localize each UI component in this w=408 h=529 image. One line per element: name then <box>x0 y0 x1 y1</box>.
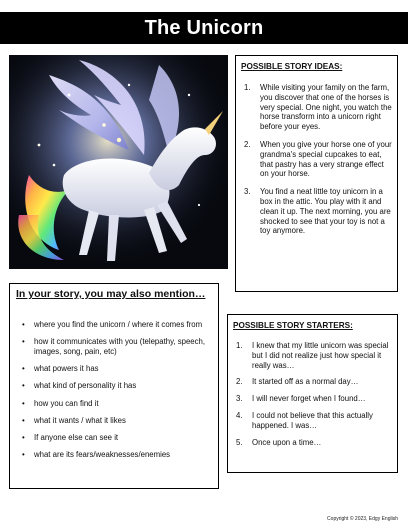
story-ideas-box <box>235 55 398 292</box>
mention-item <box>18 433 216 443</box>
bullet-icon: • <box>22 320 25 329</box>
item-number: 3. <box>244 187 251 197</box>
story-starter-item <box>236 411 396 431</box>
bullet-icon: • <box>22 381 25 391</box>
story-idea-item <box>244 187 394 236</box>
mention-item <box>18 450 216 460</box>
item-text: I will never forget when I found… <box>252 394 366 404</box>
bullet-icon: • <box>22 364 25 374</box>
item-number: 1. <box>244 83 251 92</box>
page-title: The Unicorn <box>0 12 408 44</box>
item-text: When you give your horse one of your grandma's special cupcakes to eat, that pastry has a very strange effect on your horse. <box>260 139 392 179</box>
item-text: You find a neat little toy unicorn in a box in the attic. You play with it and clean it up. The next morning, you are shocked to see that your toy is not a toy anymore. <box>260 187 391 236</box>
mention-list <box>18 320 216 467</box>
item-text: While visiting your family on the farm, you discover that one of the horses is very special. One night, you watch the horse transform into a unicorn right before your eyes. <box>260 83 392 132</box>
story-starters-heading: POSSIBLE STORY STARTERS: <box>233 321 353 330</box>
story-idea-item <box>244 140 394 179</box>
item-text: how you can find it <box>34 398 99 408</box>
bullet-icon: • <box>22 450 25 460</box>
bullet-icon: • <box>22 415 25 425</box>
mention-item <box>18 381 216 391</box>
item-number: 4. <box>236 410 243 420</box>
item-text: what are its fears/weaknesses/enemies <box>34 450 171 460</box>
story-starters-list <box>236 341 396 454</box>
item-number: 1. <box>236 341 243 350</box>
story-ideas-list <box>244 83 394 244</box>
mention-item <box>18 337 216 357</box>
mention-heading: In your story, you may also mention… <box>16 288 206 300</box>
mention-box <box>9 283 219 489</box>
item-text: how it communicates with you (telepathy, speech, images, song, pain, etc) <box>34 337 206 356</box>
item-text: what powers it has <box>34 364 99 374</box>
story-idea-item <box>244 83 394 132</box>
story-starter-item <box>236 377 396 387</box>
story-starter-item <box>236 394 396 404</box>
item-number: 3. <box>236 394 243 404</box>
item-text: where you find the unicorn / where it comes from <box>34 320 203 329</box>
item-text: I knew that my little unicorn was special but I did not realize just how special it really was… <box>252 341 389 370</box>
item-text: It started off as a normal day… <box>252 377 359 387</box>
story-ideas-heading: POSSIBLE STORY IDEAS: <box>241 62 343 71</box>
mention-item <box>18 399 216 409</box>
story-starter-item <box>236 341 396 370</box>
item-text: If anyone else can see it <box>34 432 119 442</box>
item-number: 2. <box>244 139 251 149</box>
item-text: I could not believe that this actually happened. I was… <box>252 410 373 430</box>
bullet-icon: • <box>22 337 25 347</box>
unicorn-illustration <box>9 55 228 269</box>
bullet-icon: • <box>22 398 25 408</box>
item-number: 2. <box>236 377 243 387</box>
item-text: what kind of personality it has <box>34 381 137 391</box>
story-starter-item <box>236 438 396 448</box>
item-number: 5. <box>236 437 243 447</box>
mention-item <box>18 364 216 374</box>
bullet-icon: • <box>22 432 25 442</box>
mention-item <box>18 416 216 426</box>
item-text: what it wants / what it likes <box>34 415 126 425</box>
story-starters-box <box>227 314 398 473</box>
copyright-notice: Copyright © 2023, Edgy English <box>327 516 398 522</box>
item-text: Once upon a time… <box>252 437 322 447</box>
mention-item <box>18 320 216 330</box>
